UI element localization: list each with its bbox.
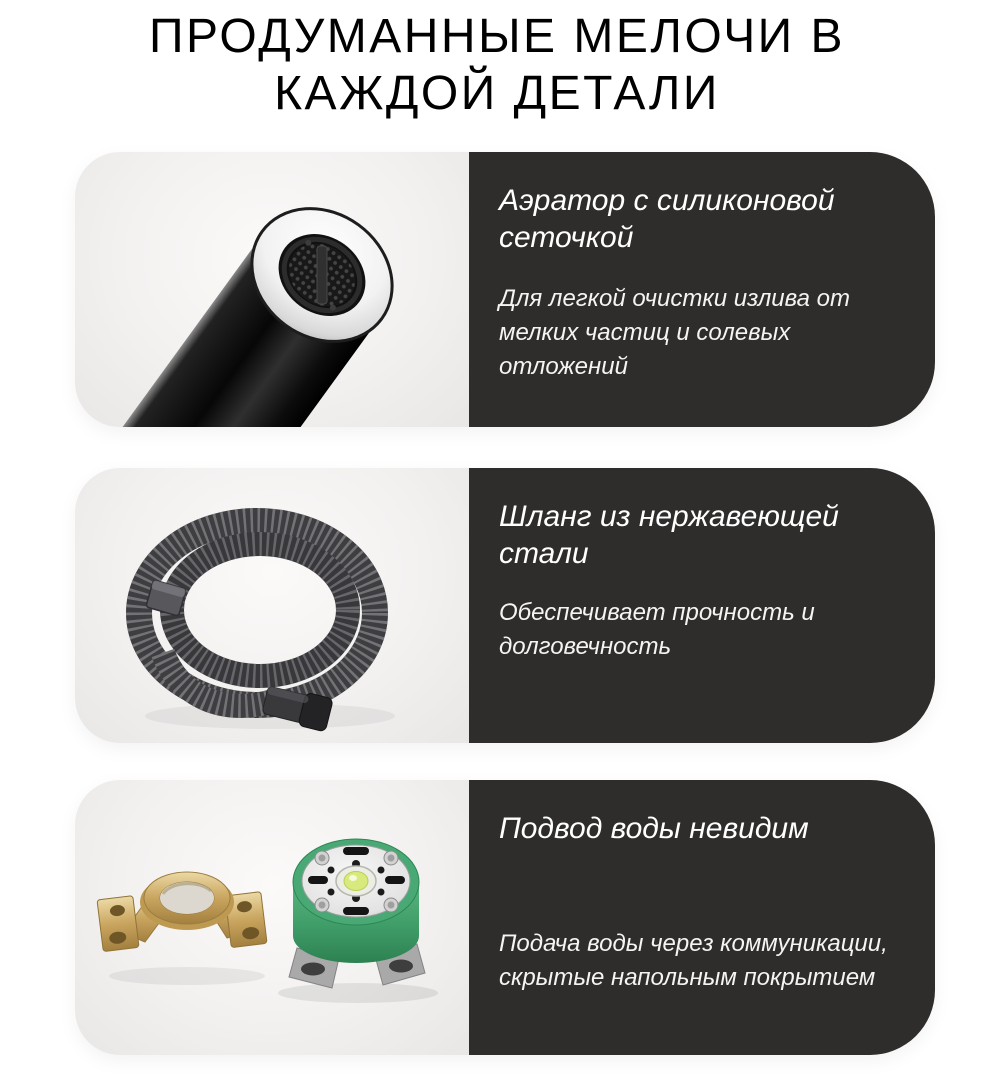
feature-card-aerator <box>75 152 935 427</box>
feature-panel-aerator <box>469 152 935 427</box>
feature-description: Обеспечивает прочность и долговечность <box>499 599 815 660</box>
green-mounting-base <box>289 839 425 988</box>
feature-panel-water-inlet <box>469 780 935 1055</box>
water-inlet-photo <box>75 780 469 1055</box>
feature-description: Для легкой очистки излива от мелких частиц и солевых отложений <box>499 285 850 380</box>
page-title-line-2: КАЖДОЙ ДЕТАЛИ <box>274 67 720 120</box>
aerator-photo <box>75 152 469 427</box>
spout-tube <box>75 181 418 427</box>
feature-card-hose <box>75 468 935 743</box>
feature-heading: Аэратор с силиконовой сеточкой <box>499 184 835 254</box>
spirit-level <box>336 866 376 896</box>
feature-heading: Шланг из нержавеющей стали <box>499 500 839 570</box>
stainless-hose-illustration <box>75 468 469 743</box>
faucet-spout-aerator-illustration <box>75 152 469 427</box>
brass-bracket <box>97 872 267 952</box>
hose-photo <box>75 468 469 743</box>
feature-panel-hose <box>469 468 935 743</box>
feature-heading: Подвод воды невидим <box>499 812 809 845</box>
feature-card-water-inlet <box>75 780 935 1055</box>
page-title <box>0 0 994 122</box>
feature-description: Подача воды через коммуникации, скрытые напольным покрытием <box>499 930 888 991</box>
floor-mount-parts-illustration <box>75 780 469 1055</box>
page-title-line-1: ПРОДУМАННЫЕ МЕЛОЧИ В <box>148 10 846 63</box>
